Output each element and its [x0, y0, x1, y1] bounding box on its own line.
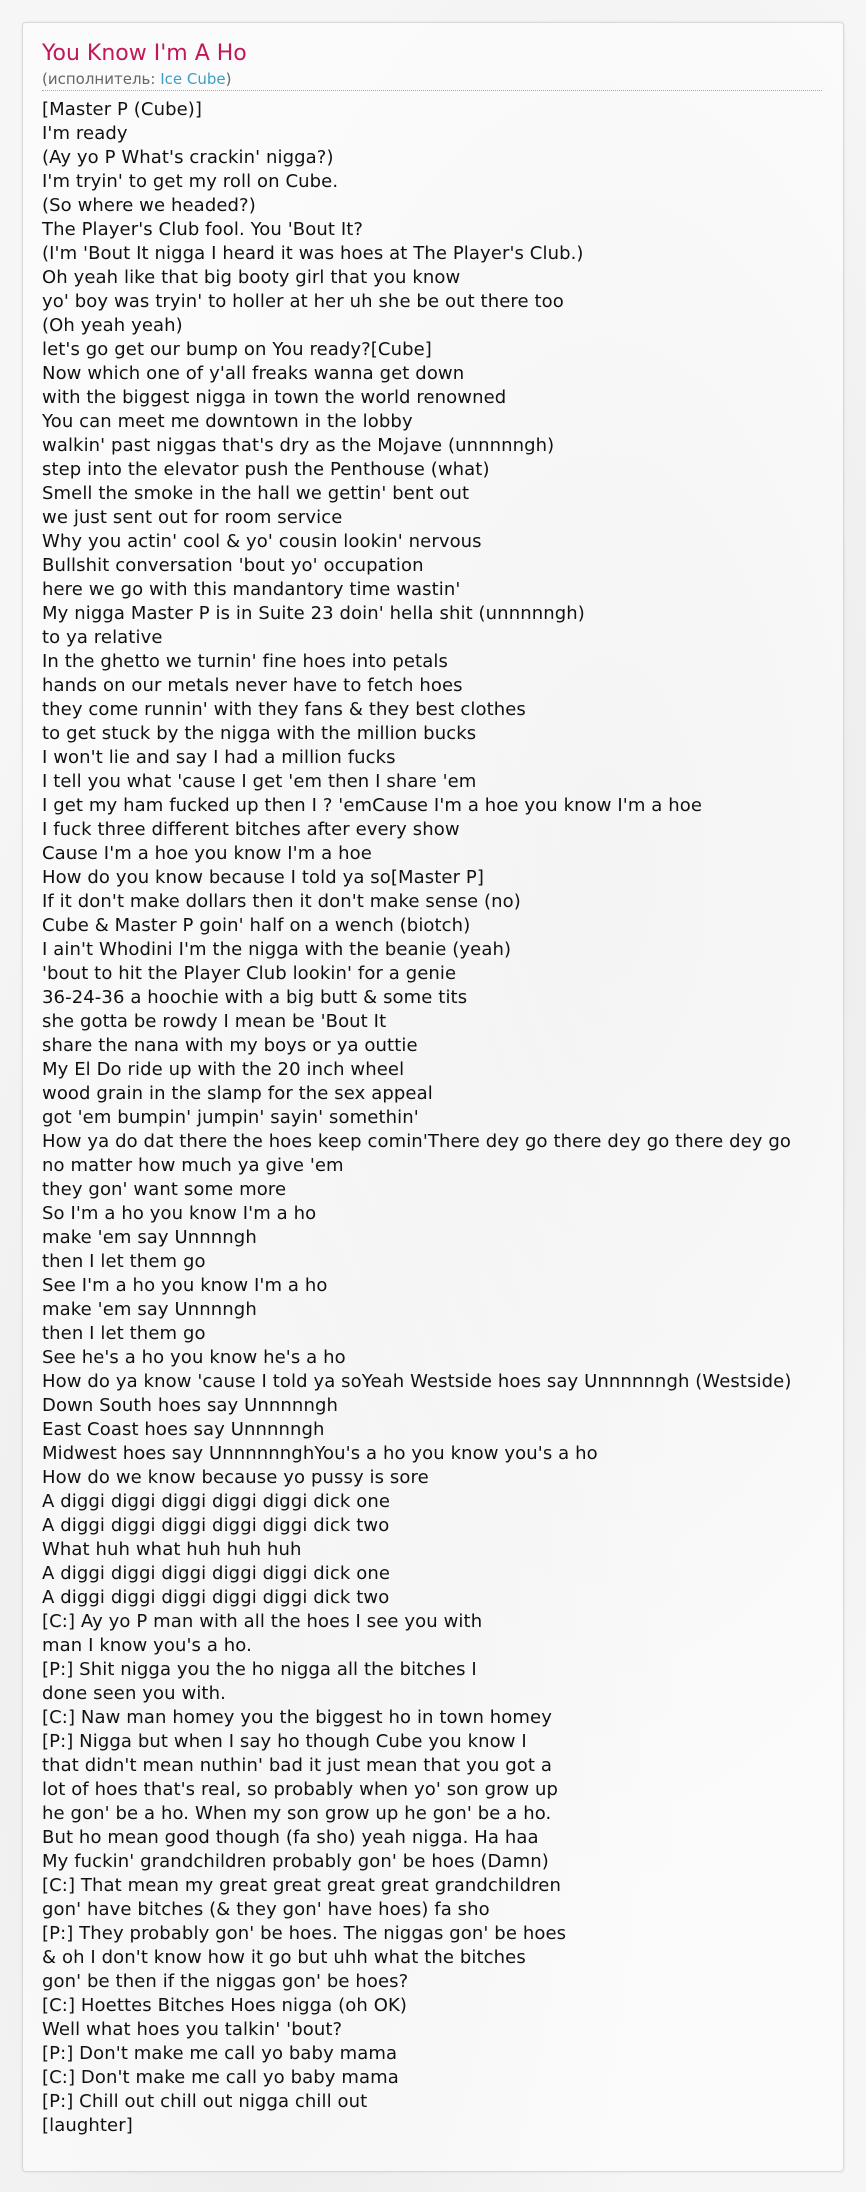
lyric-line: gon' have bitches (& they gon' have hoes) fa sho: [42, 1899, 490, 1920]
lyric-line: I'm ready: [42, 123, 128, 144]
lyric-line: lot of hoes that's real, so probably when yo' son grow up: [42, 1779, 559, 1800]
lyric-line: with the biggest nigga in town the world renowned: [42, 387, 507, 408]
lyric-line: Oh yeah like that big booty girl that you know: [42, 267, 461, 288]
lyric-line: Now which one of y'all freaks wanna get down: [42, 363, 465, 384]
lyric-line: But ho mean good though (fa sho) yeah nigga. Ha haa: [42, 1827, 539, 1848]
lyric-line: to get stuck by the nigga with the million bucks: [42, 723, 477, 744]
lyric-line: Why you actin' cool & yo' cousin lookin' nervous: [42, 531, 482, 552]
lyric-line: Well what hoes you talkin' 'bout?: [42, 2019, 343, 2040]
lyric-line: You can meet me downtown in the lobby: [42, 411, 413, 432]
lyric-line: [Master P (Cube)]: [42, 99, 203, 120]
lyric-line: step into the elevator push the Penthouse (what): [42, 459, 490, 480]
lyric-line: How do we know because yo pussy is sore: [42, 1467, 429, 1488]
lyric-line: How ya do dat there the hoes keep comin'There dey go there dey go there dey go: [42, 1131, 792, 1152]
lyric-line: they come runnin' with they fans & they best clothes: [42, 699, 526, 720]
lyric-line: wood grain in the slamp for the sex appeal: [42, 1083, 433, 1104]
lyric-line: he gon' be a ho. When my son grow up he gon' be a ho.: [42, 1803, 552, 1824]
lyric-line: let's go get our bump on You ready?[Cube]: [42, 339, 432, 360]
lyric-line: done seen you with.: [42, 1683, 226, 1704]
lyric-line: I fuck three different bitches after every show: [42, 819, 460, 840]
lyric-line: (Oh yeah yeah): [42, 315, 183, 336]
lyric-line: [P:] Shit nigga you the ho nigga all the bitches I: [42, 1659, 477, 1680]
lyric-line: My nigga Master P is in Suite 23 doin' hella shit (unnnnngh): [42, 603, 585, 624]
lyric-line: [C:] Naw man homey you the biggest ho in town homey: [42, 1707, 552, 1728]
lyric-line: East Coast hoes say Unnnnngh: [42, 1419, 325, 1440]
lyric-line: I ain't Whodini I'm the nigga with the beanie (yeah): [42, 939, 512, 960]
lyric-line: My fuckin' grandchildren probably gon' be hoes (Damn): [42, 1851, 549, 1872]
lyrics-text: [42, 98, 791, 2138]
lyric-line: My El Do ride up with the 20 inch wheel: [42, 1059, 405, 1080]
lyric-line: [C:] That mean my great great great great grandchildren: [42, 1875, 561, 1896]
lyric-line: How do ya know 'cause I told ya soYeah Westside hoes say Unnnnnngh (Westside): [42, 1371, 792, 1392]
lyric-line: [P:] Don't make me call yo baby mama: [42, 2043, 398, 2064]
lyric-line: here we go with this mandantory time wastin': [42, 579, 461, 600]
lyric-line: to ya relative: [42, 627, 163, 648]
lyric-line: she gotta be rowdy I mean be 'Bout It: [42, 1011, 387, 1032]
lyric-line: A diggi diggi diggi diggi diggi dick one: [42, 1491, 391, 1512]
lyric-line: Down South hoes say Unnnnngh: [42, 1395, 338, 1416]
lyric-line: got 'em bumpin' jumpin' sayin' somethin': [42, 1107, 419, 1128]
artist-line: [42, 69, 231, 89]
lyric-line: [P:] They probably gon' be hoes. The niggas gon' be hoes: [42, 1923, 567, 1944]
lyric-line: I'm tryin' to get my roll on Cube.: [42, 171, 339, 192]
lyric-line: [C:] Hoettes Bitches Hoes nigga (oh OK): [42, 1995, 407, 2016]
lyric-line: & oh I don't know how it go but uhh what the bitches: [42, 1947, 526, 1968]
lyric-line: yo' boy was tryin' to holler at her uh she be out there too: [42, 291, 564, 312]
artist-prefix: (исполнитель:: [42, 70, 161, 88]
lyric-line: So I'm a ho you know I'm a ho: [42, 1203, 317, 1224]
lyric-line: share the nana with my boys or ya outtie: [42, 1035, 418, 1056]
lyric-line: 'bout to hit the Player Club lookin' for a genie: [42, 963, 457, 984]
lyric-line: that didn't mean nuthin' bad it just mean that you got a: [42, 1755, 553, 1776]
lyric-line: make 'em say Unnnngh: [42, 1227, 257, 1248]
lyric-line: How do you know because I told ya so[Master P]: [42, 867, 484, 888]
artist-link[interactable]: Ice Cube: [160, 70, 226, 88]
lyric-line: gon' be then if the niggas gon' be hoes?: [42, 1971, 409, 1992]
lyric-line: Cause I'm a hoe you know I'm a hoe: [42, 843, 372, 864]
lyric-line: (Ay yo P What's crackin' nigga?): [42, 147, 334, 168]
lyric-line: (So where we headed?): [42, 195, 256, 216]
lyric-line: man I know you's a ho.: [42, 1635, 252, 1656]
lyric-line: [laughter]: [42, 2115, 133, 2136]
lyric-line: Cube & Master P goin' half on a wench (biotch): [42, 915, 471, 936]
lyric-line: Midwest hoes say UnnnnnnghYou's a ho you know you's a ho: [42, 1443, 598, 1464]
lyric-line: 36-24-36 a hoochie with a big butt & some tits: [42, 987, 468, 1008]
lyric-line: A diggi diggi diggi diggi diggi dick two: [42, 1587, 390, 1608]
lyric-line: See he's a ho you know he's a ho: [42, 1347, 346, 1368]
lyric-line: A diggi diggi diggi diggi diggi dick one: [42, 1563, 391, 1584]
lyric-line: walkin' past niggas that's dry as the Mojave (unnnnngh): [42, 435, 555, 456]
lyric-line: Bullshit conversation 'bout yo' occupation: [42, 555, 424, 576]
lyric-line: I get my ham fucked up then I ? 'emCause I'm a hoe you know I'm a hoe: [42, 795, 703, 816]
lyric-line: [P:] Nigga but when I say ho though Cube you know I: [42, 1731, 527, 1752]
artist-suffix: ): [225, 70, 232, 88]
lyric-line: then I let them go: [42, 1323, 206, 1344]
lyric-line: If it don't make dollars then it don't make sense (no): [42, 891, 521, 912]
lyric-line: What huh what huh huh huh: [42, 1539, 302, 1560]
lyric-line: (I'm 'Bout It nigga I heard it was hoes at The Player's Club.): [42, 243, 584, 264]
lyric-line: they gon' want some more: [42, 1179, 287, 1200]
lyric-line: we just sent out for room service: [42, 507, 343, 528]
lyric-line: no matter how much ya give 'em: [42, 1155, 344, 1176]
song-title: You Know I'm A Ho: [42, 41, 247, 66]
lyric-line: then I let them go: [42, 1251, 206, 1272]
lyric-line: make 'em say Unnnngh: [42, 1299, 257, 1320]
lyric-line: See I'm a ho you know I'm a ho: [42, 1275, 328, 1296]
lyric-line: The Player's Club fool. You 'Bout It?: [42, 219, 364, 240]
title-divider: [42, 90, 822, 91]
lyric-line: hands on our metals never have to fetch hoes: [42, 675, 463, 696]
lyric-line: In the ghetto we turnin' fine hoes into petals: [42, 651, 448, 672]
lyric-line: [P:] Chill out chill out nigga chill out: [42, 2091, 368, 2112]
lyric-line: I tell you what 'cause I get 'em then I share 'em: [42, 771, 477, 792]
lyric-line: I won't lie and say I had a million fucks: [42, 747, 396, 768]
lyric-line: Smell the smoke in the hall we gettin' bent out: [42, 483, 470, 504]
lyric-line: [C:] Don't make me call yo baby mama: [42, 2067, 399, 2088]
lyric-line: [C:] Ay yo P man with all the hoes I see you with: [42, 1611, 483, 1632]
lyric-line: A diggi diggi diggi diggi diggi dick two: [42, 1515, 390, 1536]
